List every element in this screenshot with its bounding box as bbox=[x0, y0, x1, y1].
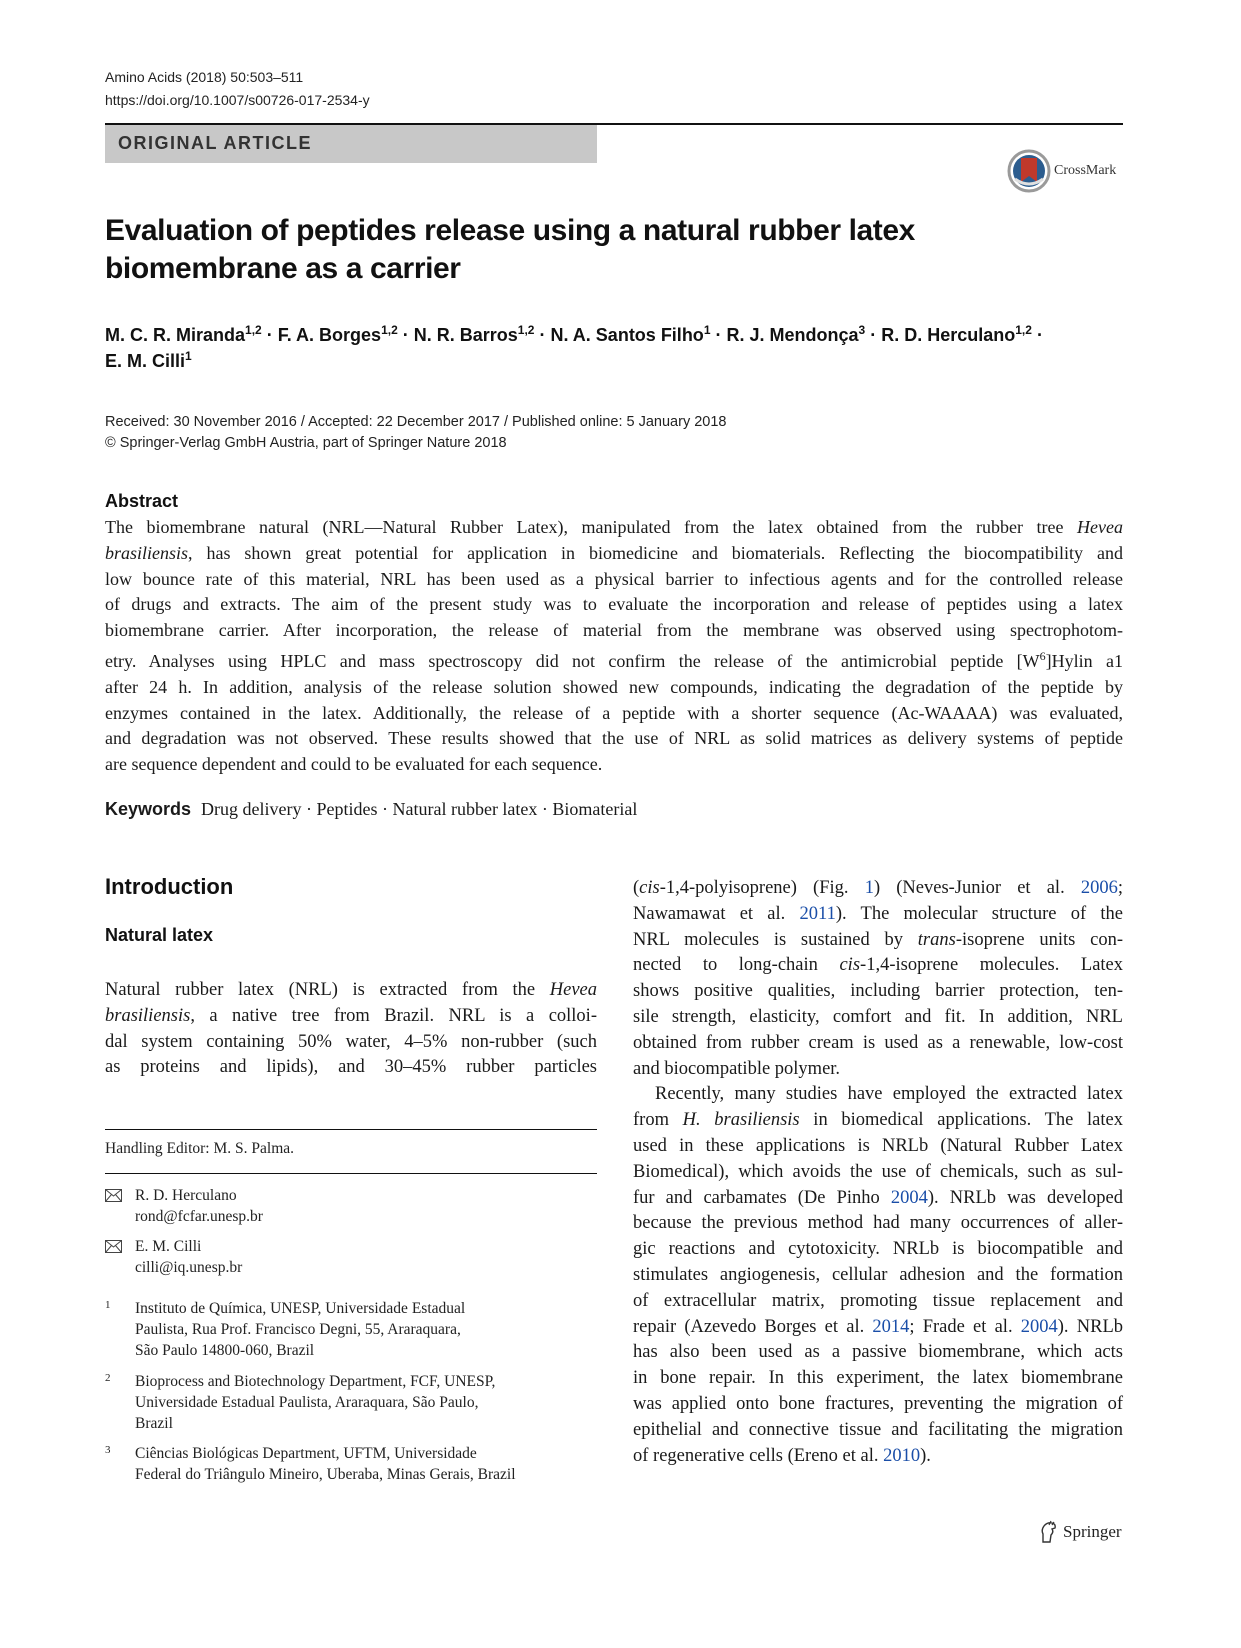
abstract-line: enzymes contained in the latex. Additionally, the release of a peptide with a shorter sequence (Ac-WAAAA) was evaluated, bbox=[105, 702, 1123, 723]
body-text: ). NRLb was developed bbox=[927, 1187, 1123, 1208]
body-line: used in these applications is NRLb (Natural Rubber Latex bbox=[633, 1135, 1123, 1156]
affiliation-line: São Paulo 14800-060, Brazil bbox=[135, 1341, 315, 1359]
author-name[interactable]: R. D. Herculano bbox=[881, 325, 1016, 345]
citation-link[interactable]: 2006 bbox=[1080, 878, 1118, 898]
author-name[interactable]: N. A. Santos Filho bbox=[550, 325, 704, 345]
footnote-rule bbox=[105, 1129, 597, 1130]
body-text: -1,4-isoprene molecules. Latex bbox=[860, 955, 1124, 976]
springer-horse-icon bbox=[1037, 1520, 1059, 1544]
body-text: ) (Neves-Junior et al. bbox=[873, 878, 1081, 898]
body-line bbox=[633, 953, 1123, 979]
title-line: Evaluation of peptides release using a natural rubber latex bbox=[105, 214, 915, 247]
body-line bbox=[633, 928, 1123, 954]
abstract-text: etry. Analyses using HPLC and mass spectroscopy did not confirm the release of the antimicrobial peptide [W bbox=[105, 650, 1040, 671]
citation-link[interactable]: 2004 bbox=[1020, 1316, 1058, 1337]
author-affil-ref: 3 bbox=[858, 323, 866, 337]
contact-text bbox=[135, 1185, 263, 1227]
body-text: , a native tree from Brazil. NRL is a colloi- bbox=[190, 1005, 597, 1026]
abstract-line: biomembrane carrier. After incorporation, the release of material from the membrane was observed using spectrophotom- bbox=[105, 620, 1123, 641]
body-line bbox=[633, 1186, 1123, 1212]
crossmark-label: CrossMark bbox=[1054, 163, 1117, 178]
abstract-line bbox=[105, 644, 1123, 675]
contact-email[interactable]: rond@fcfar.unesp.br bbox=[135, 1208, 263, 1225]
article-type: ORIGINAL ARTICLE bbox=[118, 133, 312, 153]
body-line: of extracellular matrix, promoting tissue replacement and bbox=[633, 1290, 1123, 1311]
body-text: ). The molecular structure of the bbox=[835, 903, 1123, 924]
body-italic: cis bbox=[839, 955, 861, 976]
body-text: -isoprene units con- bbox=[955, 929, 1123, 950]
body-italic: trans bbox=[917, 929, 956, 950]
article-title bbox=[105, 212, 935, 288]
body-text: ). bbox=[920, 1445, 931, 1466]
author-name[interactable]: M. C. R. Miranda bbox=[105, 325, 246, 345]
body-line bbox=[105, 1004, 597, 1030]
contact-text bbox=[135, 1236, 242, 1278]
body-line: sile strength, elasticity, comfort and fit. In addition, NRL bbox=[633, 1006, 1123, 1027]
body-line bbox=[633, 876, 1123, 902]
abstract-text: The biomembrane natural (NRL—Natural Rubber Latex), manipulated from the latex obtained from the rubber tree bbox=[105, 517, 1078, 537]
affiliation-number: 3 bbox=[105, 1444, 111, 1456]
citation-link[interactable]: 2011 bbox=[799, 903, 836, 924]
affiliation-line: Federal do Triângulo Mineiro, Uberaba, Minas Gerais, Brazil bbox=[135, 1465, 516, 1483]
body-line: Biomedical), which avoids the use of chemicals, such as sul- bbox=[633, 1161, 1123, 1182]
citation-link[interactable]: 2004 bbox=[890, 1187, 928, 1208]
journal-volume: Amino Acids (2018) 50:503–511 bbox=[105, 69, 304, 85]
abstract-text: ]Hylin a1 bbox=[1045, 650, 1124, 671]
body-text: of regenerative cells (Ereno et al. bbox=[633, 1445, 884, 1466]
author-separator: · bbox=[534, 325, 551, 345]
right-column-body bbox=[633, 876, 1123, 1469]
body-line bbox=[633, 1315, 1123, 1341]
abstract-line bbox=[105, 541, 1123, 567]
author-separator: · bbox=[865, 325, 882, 345]
body-italic: brasiliensis bbox=[105, 1005, 191, 1026]
body-text: NRL molecules is sustained by bbox=[633, 929, 918, 950]
body-text: fur and carbamates (De Pinho bbox=[633, 1187, 891, 1208]
author-affil-ref: 1 bbox=[185, 349, 192, 363]
author-affil-ref: 1,2 bbox=[1015, 323, 1032, 337]
contact-name: R. D. Herculano bbox=[135, 1187, 237, 1204]
abstract-line bbox=[105, 515, 1123, 541]
author-name[interactable]: E. M. Cilli bbox=[105, 351, 186, 371]
crossmark-icon bbox=[1007, 149, 1051, 193]
citation-link[interactable]: 2010 bbox=[883, 1445, 921, 1466]
author-affil-ref: 1 bbox=[703, 323, 711, 337]
affiliation-line: Bioprocess and Biotechnology Department, FCF, UNESP, bbox=[135, 1373, 496, 1390]
author-name[interactable]: F. A. Borges bbox=[277, 325, 382, 345]
body-line: as proteins and lipids), and 30–45% rubber particles bbox=[105, 1057, 597, 1078]
body-line bbox=[633, 902, 1123, 928]
envelope-icon bbox=[105, 1240, 122, 1253]
affiliation-number: 2 bbox=[105, 1372, 111, 1384]
envelope-icon bbox=[105, 1189, 122, 1202]
publisher-name: Springer bbox=[1063, 1522, 1122, 1541]
body-italic: H. brasiliensis bbox=[682, 1110, 800, 1131]
footnote-rule bbox=[105, 1173, 597, 1174]
author-separator: · bbox=[397, 325, 414, 345]
body-line bbox=[633, 1444, 1123, 1470]
abstract-line: are sequence dependent and could to be evaluated for each sequence. bbox=[105, 754, 603, 775]
abstract-line: of drugs and extracts. The aim of the present study was to evaluate the incorporation and release of peptides using a latex bbox=[105, 594, 1123, 615]
abstract-superscript: 6 bbox=[1039, 648, 1046, 663]
body-text: in biomedical applications. The latex bbox=[799, 1110, 1123, 1131]
body-line: dal system containing 50% water, 4–5% non-rubber (such bbox=[105, 1031, 597, 1052]
publication-dates bbox=[105, 412, 726, 454]
affiliation-line: Brazil bbox=[135, 1414, 173, 1432]
abstract-body bbox=[105, 515, 1123, 778]
body-text: ). NRLb bbox=[1057, 1316, 1123, 1337]
abstract-line: after 24 h. In addition, analysis of the release solution showed new compounds, indicating the degradation of the peptide by bbox=[105, 676, 1123, 697]
body-text: Nawamawat et al. bbox=[633, 903, 800, 924]
body-line: in bone repair. In this experiment, the latex biomembrane bbox=[633, 1368, 1123, 1389]
author-separator: · bbox=[261, 325, 278, 345]
title-line: biomembrane as a carrier bbox=[105, 252, 461, 285]
body-line: and biocompatible polymer. bbox=[633, 1058, 841, 1079]
body-text: ; Frade et al. bbox=[909, 1316, 1021, 1337]
crossmark-badge[interactable] bbox=[1007, 148, 1123, 194]
body-text: ( bbox=[633, 878, 640, 898]
body-line: shows positive qualities, including barrier protection, ten- bbox=[633, 981, 1123, 1002]
left-column-body bbox=[105, 978, 597, 1081]
affiliation-text bbox=[135, 1444, 516, 1486]
body-italic: Hevea bbox=[549, 980, 597, 1000]
affiliation-text bbox=[135, 1372, 495, 1434]
body-line bbox=[633, 1108, 1123, 1134]
body-line: stimulates angiogenesis, cellular adhesion and the formation bbox=[633, 1264, 1123, 1285]
body-line: epithelial and connective tissue and facilitating the migration bbox=[633, 1419, 1123, 1440]
affiliation-number: 1 bbox=[105, 1299, 111, 1311]
body-text: repair (Azevedo Borges et al. bbox=[633, 1316, 873, 1337]
keywords-label: Keywords bbox=[105, 799, 192, 819]
keywords-list: Drug delivery · Peptides · Natural rubber latex · Biomaterial bbox=[201, 799, 638, 819]
contact-email[interactable]: cilli@iq.unesp.br bbox=[135, 1259, 243, 1276]
author-name[interactable]: R. J. Mendonça bbox=[726, 325, 859, 345]
body-line bbox=[105, 978, 597, 1004]
body-line: because the previous method had many occurrences of aller- bbox=[633, 1213, 1123, 1234]
affiliation-line: Instituto de Química, UNESP, Universidade Estadual bbox=[135, 1300, 466, 1317]
keywords bbox=[105, 799, 637, 820]
abstract-heading: Abstract bbox=[105, 491, 179, 511]
history-dates: Received: 30 November 2016 / Accepted: 22 December 2017 / Published online: 5 January 2018 bbox=[105, 414, 727, 430]
doi-link[interactable]: https://doi.org/10.1007/s00726-017-2534-y bbox=[105, 92, 370, 108]
copyright: © Springer-Verlag GmbH Austria, part of Springer Nature 2018 bbox=[105, 435, 507, 451]
contact-name: E. M. Cilli bbox=[135, 1238, 202, 1255]
body-italic: cis bbox=[639, 878, 660, 898]
abstract-text: , has shown great potential for application in biomedicine and biomaterials. Reflecting the biocompatibility and bbox=[188, 542, 1123, 563]
abstract-italic: brasiliensis bbox=[105, 542, 189, 563]
handling-editor: Handling Editor: M. S. Palma. bbox=[105, 1140, 295, 1157]
section-heading-introduction: Introduction bbox=[105, 874, 234, 899]
author-line bbox=[105, 348, 1125, 374]
author-separator: · bbox=[710, 325, 727, 345]
author-affil-ref: 1,2 bbox=[517, 323, 535, 337]
abstract-line: and degradation was not observed. These results showed that the use of NRL as solid matrices as delivery systems of peptide bbox=[105, 728, 1123, 749]
abstract-italic: Hevea bbox=[1077, 517, 1123, 537]
body-text: nected to long-chain bbox=[633, 955, 840, 976]
body-text: ; bbox=[1117, 878, 1123, 898]
body-line: obtained from rubber cream is used as a renewable, low-cost bbox=[633, 1032, 1123, 1053]
citation-link[interactable]: 2014 bbox=[872, 1316, 910, 1337]
author-name[interactable]: N. R. Barros bbox=[413, 325, 518, 345]
subsection-heading-natural-latex: Natural latex bbox=[105, 925, 214, 945]
affiliation-line: Paulista, Rua Prof. Francisco Degni, 55, Araraquara, bbox=[135, 1320, 461, 1338]
affiliation-text bbox=[135, 1299, 465, 1361]
body-line: was applied onto bone fractures, preventing the migration of bbox=[633, 1393, 1123, 1414]
affiliation-line: Ciências Biológicas Department, UFTM, Universidade bbox=[135, 1445, 477, 1462]
journal-citation bbox=[105, 66, 370, 112]
author-line bbox=[105, 322, 1125, 348]
author-affil-ref: 1,2 bbox=[245, 323, 262, 337]
figure-link[interactable]: 1 bbox=[864, 878, 874, 898]
author-separator: · bbox=[1031, 325, 1043, 345]
affiliation-line: Universidade Estadual Paulista, Araraquara, São Paulo, bbox=[135, 1393, 479, 1411]
author-affil-ref: 1,2 bbox=[381, 323, 398, 337]
body-line: has also been used as a passive biomembrane, which acts bbox=[633, 1342, 1123, 1363]
abstract-line: low bounce rate of this material, NRL has been used as a physical barrier to infectious agents and for the controlled release bbox=[105, 568, 1123, 589]
body-text: -1,4-polyisoprene) (Fig. bbox=[659, 878, 865, 898]
body-line: gic reactions and cytotoxicity. NRLb is biocompatible and bbox=[633, 1239, 1123, 1260]
author-list bbox=[105, 322, 1125, 374]
body-line: Recently, many studies have employed the extracted latex bbox=[655, 1084, 1123, 1105]
body-text: Natural rubber latex (NRL) is extracted from the bbox=[105, 980, 550, 1000]
publisher-logo bbox=[1037, 1520, 1122, 1544]
body-text: from bbox=[633, 1110, 683, 1131]
